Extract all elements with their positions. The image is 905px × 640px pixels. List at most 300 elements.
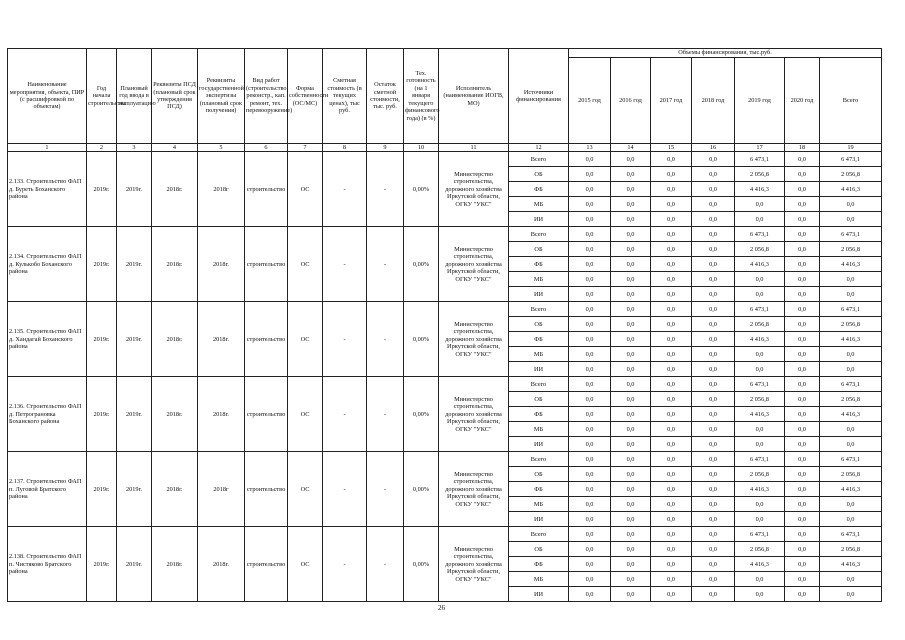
work-type: строительство [245, 152, 288, 227]
header-year: 2015 год [569, 58, 611, 144]
year-value: 0,0 [651, 272, 692, 287]
year-value: 0,0 [651, 377, 692, 392]
year-value: 0,0 [651, 587, 692, 602]
total-value: 2 056,8 [820, 167, 882, 182]
year-value: 0,0 [735, 422, 785, 437]
column-number: 16 [692, 144, 735, 152]
start-year: 2019г. [87, 302, 117, 377]
year-value: 0,0 [569, 152, 611, 167]
column-number: 17 [735, 144, 785, 152]
total-value: 4 416,3 [820, 482, 882, 497]
year-value: 2 056,8 [735, 542, 785, 557]
year-value: 0,0 [785, 272, 820, 287]
year-value: 0,0 [611, 347, 651, 362]
year-value: 0,0 [569, 407, 611, 422]
year-value: 0,0 [692, 392, 735, 407]
estimate: - [323, 302, 367, 377]
header-executor: Исполнитель (наименование ИОГВ, МО) [439, 49, 509, 144]
object-name: 2.138. Строительство ФАП п. Чистяково Братского района [8, 527, 87, 602]
year-value: 0,0 [785, 467, 820, 482]
readiness: 0,00% [404, 152, 439, 227]
year-value: 0,0 [692, 452, 735, 467]
year-value: 0,0 [692, 422, 735, 437]
year-value: 0,0 [611, 167, 651, 182]
ownership: ОС [288, 152, 323, 227]
remainder: - [367, 302, 404, 377]
year-value: 0,0 [785, 527, 820, 542]
year-value: 0,0 [735, 212, 785, 227]
funding-source: ИИ [509, 287, 569, 302]
psd-date: 2018г. [152, 527, 198, 602]
estimate: - [323, 452, 367, 527]
year-value: 0,0 [569, 422, 611, 437]
executor: Министерство строительства, дорожного хозяйства Иркутской области, ОГКУ "УКС" [439, 152, 509, 227]
year-value: 0,0 [651, 512, 692, 527]
header-expertise: Реквизиты государственной экспертизы (плановый срок получения) [198, 49, 245, 144]
year-value: 0,0 [611, 572, 651, 587]
year-value: 0,0 [735, 347, 785, 362]
year-value: 0,0 [785, 377, 820, 392]
column-number: 2 [87, 144, 117, 152]
commission-year: 2019г. [117, 452, 152, 527]
year-value: 0,0 [569, 437, 611, 452]
year-value: 0,0 [692, 287, 735, 302]
header-volumes-group: Объемы финансирования, тыс.руб. [569, 49, 882, 58]
column-number: 12 [509, 144, 569, 152]
year-value: 0,0 [651, 302, 692, 317]
total-value: 4 416,3 [820, 182, 882, 197]
page-number: 26 [438, 604, 445, 612]
start-year: 2019г. [87, 152, 117, 227]
year-value: 0,0 [785, 242, 820, 257]
psd-date: 2018г. [152, 377, 198, 452]
funding-source: ИИ [509, 437, 569, 452]
work-type: строительство [245, 452, 288, 527]
year-value: 0,0 [651, 317, 692, 332]
year-value: 0,0 [785, 302, 820, 317]
total-value: 6 473,1 [820, 302, 882, 317]
table-row [8, 527, 882, 542]
year-value: 0,0 [611, 182, 651, 197]
year-value: 0,0 [611, 407, 651, 422]
header-commission-year: Плановый год ввода в эксплуатацию [117, 49, 152, 144]
year-value: 0,0 [569, 287, 611, 302]
estimate: - [323, 227, 367, 302]
funding-source: ОБ [509, 167, 569, 182]
column-number: 3 [117, 144, 152, 152]
year-value: 0,0 [735, 437, 785, 452]
year-value: 0,0 [569, 242, 611, 257]
psd-date: 2018г. [152, 452, 198, 527]
year-value: 0,0 [735, 497, 785, 512]
funding-source: ФБ [509, 407, 569, 422]
year-value: 0,0 [692, 317, 735, 332]
year-value: 0,0 [692, 182, 735, 197]
year-value: 0,0 [785, 197, 820, 212]
year-value: 0,0 [692, 407, 735, 422]
year-value: 0,0 [651, 257, 692, 272]
year-value: 0,0 [692, 212, 735, 227]
object-name: 2.137. Строительство ФАП п. Луговой Братского района [8, 452, 87, 527]
work-type: строительство [245, 227, 288, 302]
total-value: 2 056,8 [820, 542, 882, 557]
year-value: 0,0 [569, 257, 611, 272]
remainder: - [367, 527, 404, 602]
year-value: 0,0 [569, 167, 611, 182]
year-value: 6 473,1 [735, 302, 785, 317]
total-value: 0,0 [820, 572, 882, 587]
year-value: 0,0 [692, 302, 735, 317]
total-value: 0,0 [820, 212, 882, 227]
year-value: 0,0 [785, 407, 820, 422]
ownership: ОС [288, 377, 323, 452]
funding-source: Всего [509, 527, 569, 542]
year-value: 0,0 [611, 317, 651, 332]
header-year: 2018 год [692, 58, 735, 144]
readiness: 0,00% [404, 452, 439, 527]
year-value: 0,0 [569, 557, 611, 572]
year-value: 0,0 [611, 467, 651, 482]
column-number-row [8, 144, 882, 152]
header-sources: Источники финансирования [509, 49, 569, 144]
total-value: 6 473,1 [820, 152, 882, 167]
year-value: 0,0 [692, 347, 735, 362]
estimate: - [323, 377, 367, 452]
column-number: 7 [288, 144, 323, 152]
ownership: ОС [288, 452, 323, 527]
year-value: 0,0 [611, 557, 651, 572]
year-value: 0,0 [651, 332, 692, 347]
year-value: 4 416,3 [735, 332, 785, 347]
year-value: 6 473,1 [735, 452, 785, 467]
total-value: 6 473,1 [820, 452, 882, 467]
executor: Министерство строительства, дорожного хозяйства Иркутской области, ОГКУ "УКС" [439, 377, 509, 452]
year-value: 0,0 [735, 362, 785, 377]
year-value: 0,0 [651, 407, 692, 422]
ownership: ОС [288, 227, 323, 302]
expertise-date: 2018г. [198, 227, 245, 302]
header-year: 2016 год [611, 58, 651, 144]
year-value: 0,0 [569, 302, 611, 317]
year-value: 0,0 [785, 347, 820, 362]
year-value: 0,0 [651, 542, 692, 557]
table-row [8, 377, 882, 392]
column-number: 15 [651, 144, 692, 152]
remainder: - [367, 227, 404, 302]
psd-date: 2018г. [152, 302, 198, 377]
year-value: 0,0 [692, 512, 735, 527]
year-value: 0,0 [735, 572, 785, 587]
year-value: 0,0 [692, 167, 735, 182]
total-value: 0,0 [820, 437, 882, 452]
column-number: 14 [611, 144, 651, 152]
year-value: 0,0 [692, 437, 735, 452]
funding-source: Всего [509, 377, 569, 392]
year-value: 0,0 [611, 242, 651, 257]
total-value: 2 056,8 [820, 392, 882, 407]
funding-source: ОБ [509, 467, 569, 482]
year-value: 0,0 [785, 182, 820, 197]
column-number: 11 [439, 144, 509, 152]
total-value: 0,0 [820, 587, 882, 602]
year-value: 0,0 [569, 272, 611, 287]
ownership: ОС [288, 302, 323, 377]
header-work-type: Вид работ (строительство, реконстр., кап. ремонт, тех. перевооружение) [245, 49, 288, 144]
year-value: 0,0 [785, 422, 820, 437]
year-value: 0,0 [692, 542, 735, 557]
year-value: 0,0 [692, 362, 735, 377]
year-value: 0,0 [651, 497, 692, 512]
year-value: 6 473,1 [735, 527, 785, 542]
year-value: 2 056,8 [735, 242, 785, 257]
year-value: 0,0 [651, 437, 692, 452]
executor: Министерство строительства, дорожного хозяйства Иркутской области, ОГКУ "УКС" [439, 452, 509, 527]
year-value: 0,0 [785, 362, 820, 377]
total-value: 0,0 [820, 272, 882, 287]
year-value: 0,0 [651, 197, 692, 212]
funding-source: МБ [509, 347, 569, 362]
year-value: 0,0 [735, 197, 785, 212]
year-value: 0,0 [735, 287, 785, 302]
year-value: 6 473,1 [735, 152, 785, 167]
column-number: 5 [198, 144, 245, 152]
year-value: 0,0 [735, 512, 785, 527]
readiness: 0,00% [404, 227, 439, 302]
year-value: 0,0 [569, 572, 611, 587]
readiness: 0,00% [404, 302, 439, 377]
total-value: 4 416,3 [820, 407, 882, 422]
year-value: 0,0 [569, 362, 611, 377]
year-value: 0,0 [651, 467, 692, 482]
object-name: 2.133. Строительство ФАП д. Буреть Боханского района [8, 152, 87, 227]
funding-source: Всего [509, 452, 569, 467]
executor: Министерство строительства, дорожного хозяйства Иркутской области, ОГКУ "УКС" [439, 227, 509, 302]
column-number: 1 [8, 144, 87, 152]
year-value: 0,0 [785, 392, 820, 407]
year-value: 0,0 [785, 452, 820, 467]
start-year: 2019г. [87, 227, 117, 302]
year-value: 0,0 [611, 287, 651, 302]
funding-source: ИИ [509, 587, 569, 602]
year-value: 0,0 [611, 212, 651, 227]
financing-table [7, 48, 882, 602]
year-value: 0,0 [651, 362, 692, 377]
year-value: 4 416,3 [735, 557, 785, 572]
header-year: 2019 год [735, 58, 785, 144]
year-value: 0,0 [735, 587, 785, 602]
total-value: 4 416,3 [820, 557, 882, 572]
year-value: 0,0 [651, 452, 692, 467]
year-value: 0,0 [651, 347, 692, 362]
work-type: строительство [245, 302, 288, 377]
header-readiness: Тех. готовность (на 1 января текущего финансового года) (в %) [404, 49, 439, 144]
column-number: 18 [785, 144, 820, 152]
header-name: Наименование мероприятия, объекта, ПИР (с расшифровкой по объектам) [8, 49, 87, 144]
funding-source: ФБ [509, 482, 569, 497]
object-name: 2.136. Строительство ФАП д. Петрограновка Боханского района [8, 377, 87, 452]
work-type: строительство [245, 377, 288, 452]
funding-source: МБ [509, 497, 569, 512]
table-row [8, 152, 882, 167]
total-value: 2 056,8 [820, 467, 882, 482]
year-value: 0,0 [692, 527, 735, 542]
year-value: 0,0 [651, 527, 692, 542]
funding-source: Всего [509, 302, 569, 317]
funding-source: ИИ [509, 212, 569, 227]
year-value: 0,0 [611, 332, 651, 347]
year-value: 0,0 [569, 527, 611, 542]
start-year: 2019г. [87, 377, 117, 452]
total-value: 4 416,3 [820, 332, 882, 347]
year-value: 0,0 [785, 572, 820, 587]
year-value: 0,0 [611, 392, 651, 407]
funding-source: ФБ [509, 332, 569, 347]
funding-source: ОБ [509, 542, 569, 557]
funding-source: ОБ [509, 317, 569, 332]
column-number: 9 [367, 144, 404, 152]
total-value: 2 056,8 [820, 317, 882, 332]
year-value: 0,0 [651, 242, 692, 257]
year-value: 4 416,3 [735, 407, 785, 422]
ownership: ОС [288, 527, 323, 602]
year-value: 0,0 [611, 272, 651, 287]
funding-source: ОБ [509, 392, 569, 407]
funding-source: ФБ [509, 557, 569, 572]
column-number: 4 [152, 144, 198, 152]
year-value: 0,0 [785, 587, 820, 602]
year-value: 0,0 [651, 557, 692, 572]
year-value: 0,0 [569, 482, 611, 497]
year-value: 0,0 [651, 482, 692, 497]
executor: Министерство строительства, дорожного хозяйства Иркутской области, ОГКУ "УКС" [439, 302, 509, 377]
total-value: 0,0 [820, 512, 882, 527]
year-value: 0,0 [611, 482, 651, 497]
total-value: 6 473,1 [820, 227, 882, 242]
header-psd: Реквизиты ПСД (плановый срок утверждения ПСД) [152, 49, 198, 144]
total-value: 0,0 [820, 497, 882, 512]
total-value: 0,0 [820, 362, 882, 377]
year-value: 0,0 [611, 452, 651, 467]
year-value: 0,0 [692, 227, 735, 242]
funding-source: ИИ [509, 362, 569, 377]
year-value: 0,0 [569, 542, 611, 557]
year-value: 6 473,1 [735, 227, 785, 242]
year-value: 6 473,1 [735, 377, 785, 392]
year-value: 2 056,8 [735, 167, 785, 182]
year-value: 0,0 [611, 437, 651, 452]
year-value: 0,0 [569, 212, 611, 227]
funding-source: ФБ [509, 182, 569, 197]
funding-source: Всего [509, 152, 569, 167]
year-value: 0,0 [735, 272, 785, 287]
year-value: 0,0 [785, 257, 820, 272]
year-value: 0,0 [785, 287, 820, 302]
year-value: 0,0 [611, 527, 651, 542]
table-row [8, 302, 882, 317]
year-value: 0,0 [692, 152, 735, 167]
column-number: 13 [569, 144, 611, 152]
year-value: 0,0 [785, 212, 820, 227]
expertise-date: 2018г. [198, 302, 245, 377]
funding-source: МБ [509, 272, 569, 287]
remainder: - [367, 452, 404, 527]
year-value: 0,0 [611, 422, 651, 437]
total-value: 4 416,3 [820, 257, 882, 272]
year-value: 0,0 [692, 587, 735, 602]
year-value: 0,0 [569, 197, 611, 212]
year-value: 0,0 [651, 182, 692, 197]
estimate: - [323, 152, 367, 227]
year-value: 0,0 [569, 182, 611, 197]
year-value: 4 416,3 [735, 482, 785, 497]
year-value: 0,0 [569, 497, 611, 512]
header-total: Всего [820, 58, 882, 144]
psd-date: 2018г. [152, 152, 198, 227]
year-value: 0,0 [611, 227, 651, 242]
total-value: 0,0 [820, 197, 882, 212]
readiness: 0,00% [404, 527, 439, 602]
year-value: 0,0 [569, 467, 611, 482]
year-value: 0,0 [785, 482, 820, 497]
year-value: 0,0 [611, 512, 651, 527]
year-value: 0,0 [611, 257, 651, 272]
header-remainder: Остаток сметной стоимости, тыс. руб. [367, 49, 404, 144]
total-value: 2 056,8 [820, 242, 882, 257]
year-value: 0,0 [611, 197, 651, 212]
year-value: 0,0 [692, 377, 735, 392]
work-type: строительство [245, 527, 288, 602]
funding-source: МБ [509, 197, 569, 212]
year-value: 0,0 [651, 287, 692, 302]
header-estimate: Сметная стоимость (в текущих ценах), тыс руб. [323, 49, 367, 144]
year-value: 0,0 [651, 212, 692, 227]
year-value: 0,0 [785, 227, 820, 242]
year-value: 0,0 [651, 392, 692, 407]
year-value: 0,0 [692, 257, 735, 272]
psd-date: 2018г. [152, 227, 198, 302]
funding-source: ИИ [509, 512, 569, 527]
year-value: 2 056,8 [735, 467, 785, 482]
total-value: 6 473,1 [820, 527, 882, 542]
column-number: 8 [323, 144, 367, 152]
expertise-date: 2018г. [198, 527, 245, 602]
year-value: 0,0 [651, 422, 692, 437]
total-value: 6 473,1 [820, 377, 882, 392]
header-year: 2017 год [651, 58, 692, 144]
year-value: 4 416,3 [735, 182, 785, 197]
year-value: 0,0 [569, 512, 611, 527]
year-value: 0,0 [692, 467, 735, 482]
start-year: 2019г. [87, 527, 117, 602]
year-value: 0,0 [651, 572, 692, 587]
object-name: 2.134. Строительство ФАП д. Кулькобо Боханского района [8, 227, 87, 302]
year-value: 0,0 [569, 452, 611, 467]
funding-source: МБ [509, 422, 569, 437]
year-value: 0,0 [651, 167, 692, 182]
estimate: - [323, 527, 367, 602]
year-value: 0,0 [569, 587, 611, 602]
remainder: - [367, 377, 404, 452]
year-value: 0,0 [785, 512, 820, 527]
column-number: 6 [245, 144, 288, 152]
header-year: 2020 год [785, 58, 820, 144]
year-value: 0,0 [651, 152, 692, 167]
commission-year: 2019г. [117, 152, 152, 227]
year-value: 0,0 [569, 347, 611, 362]
year-value: 2 056,8 [735, 392, 785, 407]
year-value: 0,0 [692, 332, 735, 347]
commission-year: 2019г. [117, 227, 152, 302]
